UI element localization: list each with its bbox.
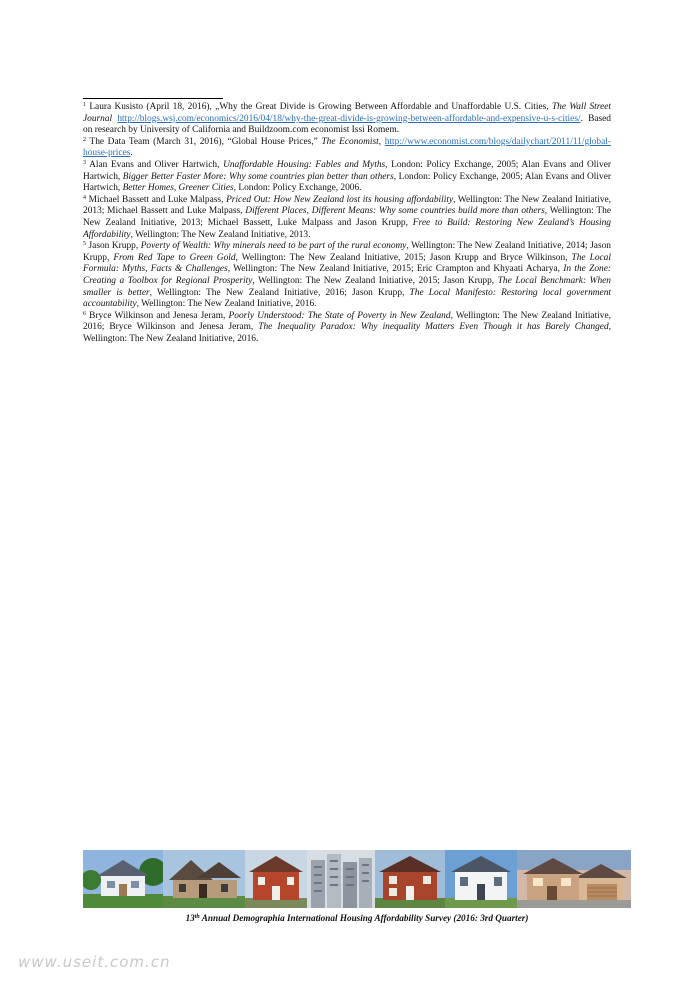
house-photo-3 — [245, 850, 307, 908]
footnote-text: , London: Policy Exchange, 2005; Alan Evans and Oliver Hartwich, — [83, 171, 611, 194]
house-photo-strip — [83, 850, 631, 908]
caption-ordinal-suffix: th — [194, 914, 200, 920]
footnote-number: 5 — [83, 241, 86, 248]
footnote-text: . Based on research by University of California and Buildzoom.com economist Issi Romem. — [83, 113, 611, 136]
footnote-text: , Wellington: The New Zealand Initiative, 2013; Michael Bassett and Luke Malpass, — [83, 194, 612, 217]
footnote-text: , Wellington: The New Zealand Initiative, 2016; Bryce Wilkinson and Jenesa Jeram, — [83, 310, 611, 333]
footnote-title: The Economist, — [321, 136, 382, 147]
footnote-number: 4 — [83, 194, 86, 201]
watermark: www.useit.com.cn — [18, 953, 171, 971]
footnote-title: Unaffordable Housing: Fables and Myths — [223, 159, 386, 170]
footnote-title: Free to Build: Restoring New Zealand’s Housing Affordability — [83, 217, 611, 240]
footnote-text: , Wellington: The New Zealand Initiative, 2015; Jason Krupp and Bryce Wilkinson, — [235, 252, 572, 263]
footnote-1 — [83, 102, 611, 137]
house-photo-4 — [307, 850, 375, 908]
caption-title: Annual Demographia International Housing Affordability Survey (2016: 3rd Quarter) — [199, 913, 529, 923]
footnote-title: The Wall Street Journal — [83, 102, 611, 124]
footnote-text: , Wellington: The New Zealand Initiative, 2015; Jason Krupp, — [252, 275, 498, 286]
footnote-separator — [83, 98, 223, 99]
footnote-4 — [83, 195, 611, 241]
footnote-text: , Wellington: The New Zealand Initiative, 2016. — [83, 322, 611, 344]
footnote-text: Bryce Wilkinson and Jenesa Jeram, — [89, 310, 229, 321]
footnote-text: Alan Evans and Oliver Hartwich, — [89, 159, 224, 170]
footnote-title: The Local Manifesto: Restoring local government accountability — [83, 287, 611, 310]
footnote-text: Michael Bassett and Luke Malpass, — [88, 194, 227, 205]
footnote-text: , Wellington: The New Zealand Initiative, 2015; Eric Crampton and Khyaati Acharya, — [227, 264, 564, 275]
footnote-text: Jason Krupp, — [88, 241, 141, 252]
footnote-title: Poorly Understood: The State of Poverty in New Zealand — [228, 310, 451, 321]
footnote-5 — [83, 241, 611, 311]
footnote-title: The Inequality Paradox: Why inequality Matters Even Though it has Barely Changed — [258, 322, 609, 333]
footnote-text: , Wellington: The New Zealand Initiative, 2013. — [130, 229, 311, 240]
footnote-number: 2 — [83, 136, 86, 143]
footnote-link[interactable]: http://blogs.wsj.com/economics/2016/04/18/why-the-great-divide-is-growing-between-affordable-and-expensive-u-s-cities/ — [117, 113, 581, 124]
house-photo-7 — [517, 850, 631, 908]
footnotes-section — [83, 102, 611, 345]
footnote-text: , Wellington: The New Zealand Initiative, 2013; Michael Bassett, Luke Malpass and Jason Krupp, — [83, 206, 611, 228]
footnote-title: Different Places, Different Means: Why some countries build more than others — [245, 206, 545, 217]
footnote-text: , Wellington: The New Zealand Initiative, 2014; Jason Krupp, — [83, 241, 611, 263]
house-photo-6 — [445, 850, 517, 908]
footnote-6 — [83, 311, 611, 346]
caption-number: 13 — [185, 913, 195, 923]
footnote-text: . — [130, 148, 133, 159]
footnote-title: Bigger Better Faster More: Why some countries plan better than others — [122, 171, 394, 182]
footnote-title: The Local Formula: Myths, Facts & Challenges — [83, 252, 611, 275]
footnote-title: Priced Out: How New Zealand lost its housing affordability — [226, 194, 454, 205]
footnote-text: , Wellington: The New Zealand Initiative, 2016; Jason Krupp, — [149, 287, 410, 298]
footnote-title: In the Zone: Creating a Toolbox for Regional Prosperity — [83, 264, 611, 286]
footnote-text: , Wellington: The New Zealand Initiative, 2016. — [136, 299, 317, 310]
footnote-link[interactable]: http://www.economist.com/blogs/dailychart/2011/11/global-house-prices — [83, 136, 612, 159]
footnote-2 — [83, 137, 611, 160]
footnote-title: Poverty of Wealth: Why minerals need to be part of the rural economy — [140, 241, 407, 252]
footnote-3 — [83, 160, 611, 195]
footnote-text: , London: Policy Exchange, 2005; Alan Evans and Oliver Hartwich, — [83, 159, 611, 182]
footnote-number: 6 — [83, 310, 86, 317]
footnote-number: 1 — [83, 102, 86, 108]
footnote-number: 3 — [83, 159, 86, 166]
footnote-text: Laura Kusisto (April 18, 2016), „Why the Great Divide is Growing Between Affordable and Unaffordable U.S. Cities, — [89, 102, 552, 112]
footnote-title: The Local Benchmark: When smaller is better — [83, 275, 611, 298]
footnote-title: Better Homes, Greener Cities — [122, 183, 234, 194]
house-photo-5 — [375, 850, 445, 908]
footnote-text: The Data Team (March 31, 2016), “Global House Prices,” — [89, 136, 322, 147]
house-photo-1 — [83, 850, 163, 908]
house-photo-2 — [163, 850, 245, 908]
footnote-text: , London: Policy Exchange, 2006. — [233, 183, 362, 194]
footer-caption — [83, 913, 631, 923]
footnote-title: From Red Tape to Green Gold — [113, 252, 236, 263]
